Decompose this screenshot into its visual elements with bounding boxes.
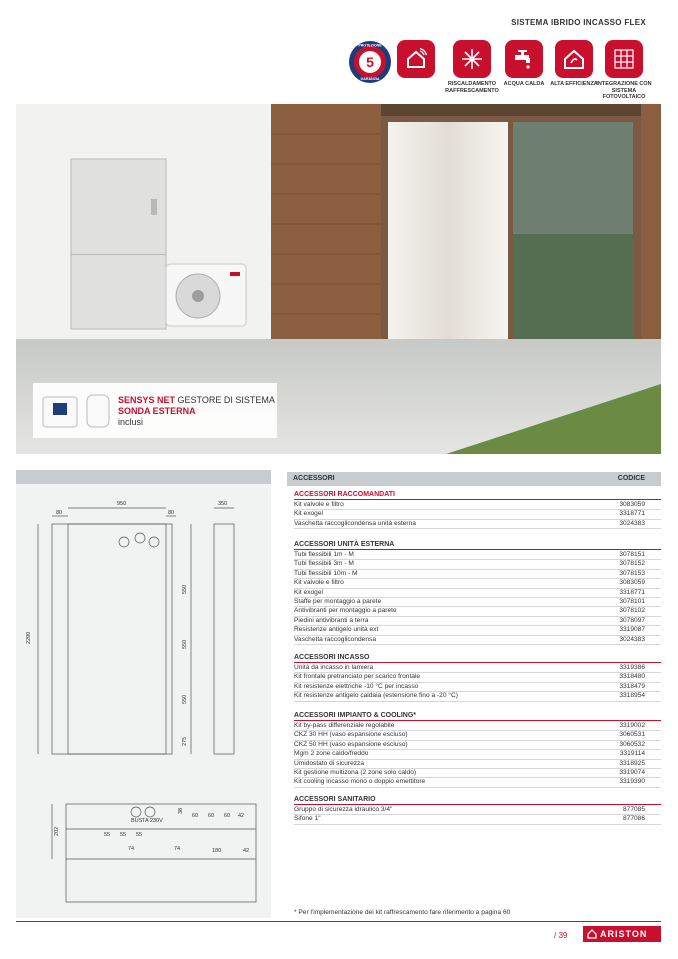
- dim-h4: 275: [182, 736, 188, 746]
- svg-text:230V: 230V: [150, 818, 163, 824]
- footer-rule: [16, 921, 661, 922]
- table-row: [294, 778, 661, 787]
- accessory-name: CKZ 30 HH (vaso espansione escluso): [294, 731, 408, 739]
- svg-text:BUS: BUS: [131, 818, 143, 824]
- accessory-code: 3078102: [619, 607, 645, 615]
- accessory-name: Kit exogel: [294, 588, 323, 596]
- accessory-code: 3024383: [619, 635, 645, 643]
- table-row: [294, 551, 661, 560]
- accessory-name: Kit cooling incasso mono o doppio emettitore: [294, 778, 426, 786]
- accessory-name: Tubi flessibili 1m - M: [294, 551, 354, 558]
- accessory-name: Kit resistenze elettriche -10 °C per incasso: [294, 682, 419, 690]
- accessory-code: 3083059: [619, 579, 645, 587]
- accessory-code: 3319074: [619, 769, 645, 777]
- svg-text:55: 55: [104, 832, 111, 838]
- solar-panel-icon: [611, 46, 637, 72]
- technical-drawing-panel: [16, 470, 271, 918]
- table-row: [294, 683, 661, 692]
- dimension-drawing: [16, 484, 271, 918]
- col-codice: CODICE: [617, 475, 645, 482]
- accessory-name: Sifone 1": [294, 815, 321, 823]
- table-row: [294, 815, 661, 824]
- accessory-code: 3078101: [619, 598, 645, 606]
- table-section: [294, 541, 661, 645]
- accessory-code: 877085: [622, 806, 645, 813]
- table-row: [294, 731, 661, 740]
- accessory-code: 3078151: [619, 551, 645, 558]
- brand-logo: [583, 926, 661, 942]
- table-row: [294, 570, 661, 579]
- accessory-name: Tubi flessibili 10m - M: [294, 569, 358, 577]
- col-accessori: ACCESSORI: [293, 475, 335, 482]
- table-row: [294, 806, 661, 815]
- wifi-house-icon: [404, 47, 428, 71]
- table-row: [294, 722, 661, 731]
- accessory-name: Vaschetta raccoglicondensa: [294, 635, 376, 643]
- accessory-code: 3060531: [619, 731, 645, 739]
- accessory-name: Piedini antivibranti a terra: [294, 616, 369, 624]
- table-row: [294, 692, 661, 701]
- svg-text:TA: TA: [142, 818, 149, 824]
- accessory-name: Tubi flessibili 3m - M: [294, 560, 354, 568]
- dim-width: 950: [117, 501, 127, 507]
- section-title: ACCESSORI RACCOMANDATI: [294, 491, 661, 500]
- table-row: [294, 673, 661, 682]
- svg-text:60: 60: [208, 813, 215, 819]
- svg-text:42: 42: [238, 813, 245, 819]
- svg-text:42: 42: [243, 848, 250, 854]
- svg-text:202: 202: [54, 826, 60, 836]
- section-title: ACCESSORI UNITÀ ESTERNA: [294, 541, 661, 550]
- svg-text:38: 38: [178, 807, 184, 814]
- dim-height: 2200: [26, 631, 32, 644]
- table-row: [294, 501, 661, 510]
- table-row: [294, 636, 661, 645]
- accessory-name: Vaschetta raccoglicondensa unità esterna: [294, 519, 416, 527]
- table-row: [294, 520, 661, 529]
- accessory-name: Staffe per montaggio a parete: [294, 598, 382, 606]
- accessory-code: 3318771: [619, 588, 645, 596]
- dim-left: 80: [56, 510, 63, 516]
- accessory-code: 3318480: [619, 673, 645, 681]
- sensys-callout: [33, 383, 277, 438]
- accessory-name: Kit by-pass differenziale regolabile: [294, 722, 395, 729]
- table-row: [294, 760, 661, 769]
- table-row: [294, 589, 661, 598]
- section-title: ACCESSORI IMPIANTO & COOLING*: [294, 712, 661, 721]
- dim-depth: 350: [218, 501, 228, 507]
- table-section: [294, 491, 661, 529]
- svg-text:55: 55: [120, 832, 127, 838]
- house-efficiency-icon: [562, 47, 586, 71]
- svg-text:74: 74: [128, 846, 135, 852]
- accessory-code: 3318925: [619, 759, 645, 767]
- accessory-code: 3318771: [619, 510, 645, 518]
- table-row: [294, 510, 661, 519]
- thermostat-sensor-icon: [41, 391, 113, 431]
- svg-text:60: 60: [224, 813, 231, 819]
- section-title: ACCESSORI INCASSO: [294, 654, 661, 663]
- table-row: [294, 750, 661, 759]
- feature-high-efficiency: [546, 40, 602, 88]
- accessory-name: Kit frontale pretranciato per scarico frontale: [294, 673, 421, 681]
- feature-caption: ACQUA CALDA: [503, 81, 545, 87]
- accessory-code: 3319386: [619, 664, 645, 671]
- table-row: [294, 560, 661, 569]
- table-row: [294, 741, 661, 750]
- table-section: [294, 796, 661, 825]
- accessory-name: Resistenze antigelo unità ext: [294, 626, 379, 634]
- accessory-code: 877086: [622, 815, 645, 823]
- accessory-name: Gruppo di sicurezza idraulico 3/4": [294, 806, 393, 813]
- accessory-name: Kit valvole e filtro: [294, 501, 344, 508]
- feature-caption: ALTA EFFICIENZA: [550, 81, 598, 87]
- footnote: * Per l'implementazione dei kit raffrescamento fare riferimento a pagina 60: [294, 909, 511, 916]
- dim-h3: 550: [182, 694, 188, 704]
- accessory-name: Kit valvole e filtro: [294, 579, 344, 587]
- svg-text:74: 74: [174, 846, 181, 852]
- accessory-name: CKZ 50 HH (vaso espansione escluso): [294, 740, 408, 748]
- section-title: ACCESSORI SANITARIO: [294, 796, 661, 805]
- feature-photovoltaic: [596, 40, 652, 101]
- accessory-code: 3318954: [619, 692, 645, 700]
- sensys-line2: SONDA ESTERNA: [118, 406, 196, 416]
- feature-wifi-house: [388, 40, 444, 81]
- table-row: [294, 607, 661, 616]
- table-header: [287, 472, 661, 486]
- page-number: / 39: [554, 931, 568, 940]
- accessory-code: 3060532: [619, 740, 645, 748]
- accessory-name: Antivibranti per montaggio a parete: [294, 607, 397, 615]
- accessory-code: 3319087: [619, 626, 645, 634]
- svg-text:180: 180: [212, 848, 222, 854]
- feature-hot-water: [496, 40, 552, 88]
- svg-text:60: 60: [192, 813, 199, 819]
- table-row: [294, 664, 661, 673]
- dim-right: 80: [168, 510, 175, 516]
- accessory-code: 3078152: [619, 560, 645, 568]
- accessory-code: 3319390: [619, 778, 645, 786]
- accessory-name: Kit gestione multizona (2 zone solo caldo): [294, 769, 417, 777]
- accessory-code: 3078097: [619, 616, 645, 624]
- faucet-icon: [512, 47, 536, 71]
- brand-name: ARISTON: [600, 929, 648, 939]
- accessory-name: Kit resistenze antigelo caldaia (estensione fino a -20 °C): [294, 692, 458, 700]
- feature-icons: [348, 40, 652, 100]
- sensys-line3: inclusi: [118, 417, 144, 427]
- accessory-name: Unità da incasso in lamiera: [294, 664, 374, 671]
- accessory-code: 3318479: [619, 682, 645, 690]
- sensys-brand: SENSYS NET: [118, 395, 176, 405]
- badge-bottom-text: GARANZIA: [360, 77, 380, 81]
- accessory-code: 3319114: [619, 750, 645, 758]
- accessory-name: Umidostato di sicurezza: [294, 759, 364, 767]
- table-row: [294, 598, 661, 607]
- table-row: [294, 769, 661, 778]
- badge-top-text: PROTEZIONE: [358, 43, 382, 48]
- table-section: [294, 654, 661, 702]
- feature-caption: RISCALDAMENTO RAFFRESCAMENTO: [445, 81, 499, 94]
- dim-h2: 550: [182, 639, 188, 649]
- table-row: [294, 579, 661, 588]
- sensys-description: GESTORE DI SISTEMA: [175, 395, 275, 405]
- accessory-code: 3083059: [619, 501, 645, 508]
- dim-h1: 550: [182, 584, 188, 594]
- section-title: SISTEMA IBRIDO INCASSO FLEX: [511, 18, 646, 27]
- table-row: [294, 617, 661, 626]
- house-logo-icon: [587, 929, 597, 939]
- accessory-code: 3319002: [619, 722, 645, 729]
- warranty-badge-icon: [348, 40, 392, 84]
- table-row: [294, 626, 661, 635]
- accessory-name: Mgm 2 zone caldo/freddo: [294, 750, 369, 758]
- badge-number: 5: [366, 54, 374, 70]
- feature-heating-cooling: [444, 40, 500, 94]
- svg-text:55: 55: [136, 832, 143, 838]
- table-section: [294, 712, 661, 788]
- accessory-code: 3078153: [619, 569, 645, 577]
- accessory-code: 3024383: [619, 519, 645, 527]
- snowflake-sun-icon: [459, 46, 485, 72]
- feature-caption: INTEGRAZIONE CON SISTEMA FOTOVOLTAICO: [596, 81, 652, 100]
- accessory-name: Kit exogel: [294, 510, 323, 518]
